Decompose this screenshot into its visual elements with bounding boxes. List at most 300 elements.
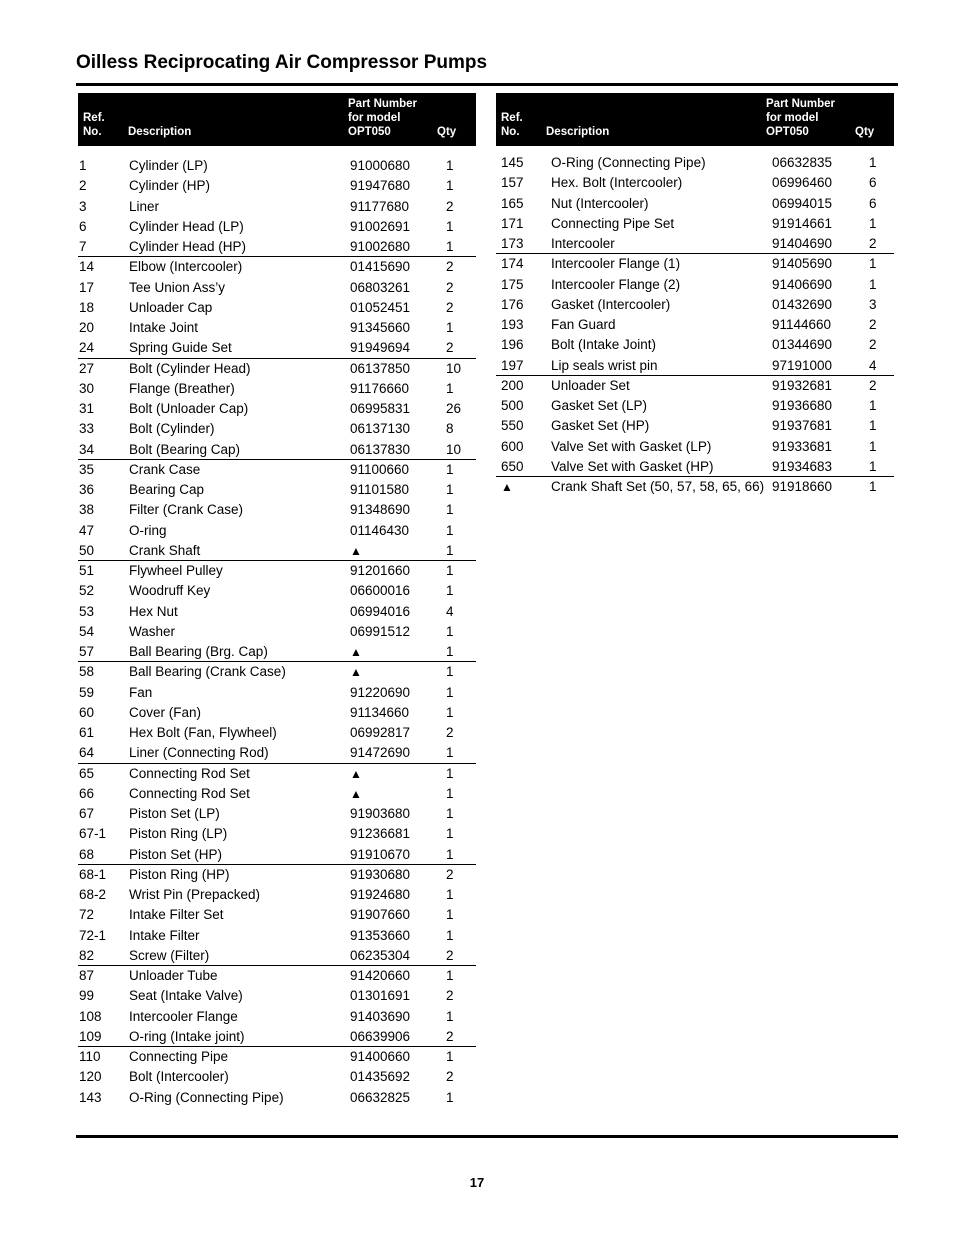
part-number-cell: 06992817 (350, 725, 411, 740)
ref-cell: 145 (501, 155, 524, 170)
qty-cell: 1 (446, 644, 454, 659)
table-row (78, 743, 476, 763)
part-number-cell: 91404690 (772, 236, 833, 251)
table-row (78, 642, 476, 662)
description-cell: Flange (Breather) (129, 380, 235, 396)
ref-cell: 173 (501, 236, 524, 251)
ref-cell: 68-2 (79, 887, 107, 902)
qty-cell: 8 (446, 421, 454, 437)
part-number-cell: 91353660 (350, 927, 411, 943)
description-cell: Bolt (Cylinder) (129, 421, 215, 437)
part-number-cell: 91134660 (350, 704, 410, 720)
table-row (78, 440, 476, 460)
qty-cell: 1 (869, 276, 877, 292)
qty-cell: 1 (869, 256, 877, 272)
ref-cell: 30 (79, 380, 95, 396)
part-number-cell: 91420660 (350, 968, 411, 983)
part-number-cell: 01052451 (350, 299, 411, 315)
description-cell: Crank Case (129, 461, 201, 477)
header-ref-no: Ref. No. (501, 112, 523, 138)
ref-cell: 38 (79, 502, 95, 518)
qty-cell: 1 (446, 806, 454, 821)
table-row (496, 416, 894, 436)
ref-cell: 35 (79, 461, 95, 477)
qty-cell: 2 (446, 725, 454, 740)
part-number-cell: 91472690 (350, 745, 411, 761)
part-number-cell: 06994015 (772, 195, 833, 211)
table-row (78, 824, 476, 844)
table-row (78, 1047, 476, 1067)
header-description: Description (128, 126, 192, 138)
description-cell: Valve Set with Gasket (LP) (551, 438, 712, 454)
bottom-divider (76, 1135, 898, 1138)
page-number: 17 (469, 1175, 485, 1190)
qty-cell: 1 (446, 461, 454, 477)
part-number-cell: ▲ (350, 543, 362, 558)
ref-cell: 176 (501, 296, 524, 312)
table-row (496, 173, 894, 193)
table-row (78, 986, 476, 1006)
qty-cell: 1 (446, 1049, 454, 1064)
part-number-cell: 06803261 (350, 279, 411, 295)
ref-cell: 143 (79, 1089, 102, 1105)
ref-cell: 34 (79, 441, 95, 457)
table-row (78, 1067, 476, 1087)
ref-cell: 52 (79, 583, 95, 599)
part-number-cell: 91405690 (772, 256, 833, 272)
qty-cell: 2 (446, 299, 454, 315)
part-number-cell: 91403690 (350, 1008, 411, 1024)
part-number-cell: 91914661 (772, 215, 833, 231)
description-cell: O-Ring (Connecting Pipe) (551, 155, 706, 170)
part-number-cell: 91002691 (350, 218, 411, 234)
description-cell: Intake Filter Set (129, 907, 224, 923)
part-number-cell: 97191000 (772, 357, 833, 373)
table-row (78, 399, 476, 419)
table-row (496, 335, 894, 355)
qty-cell: 2 (446, 1028, 454, 1044)
ref-cell: 550 (501, 418, 524, 434)
ref-cell: 193 (501, 317, 524, 332)
part-number-cell: 91947680 (350, 178, 411, 194)
ref-cell: 57 (79, 644, 95, 659)
qty-cell: 1 (446, 1008, 454, 1024)
part-number-cell: ▲ (350, 786, 362, 801)
part-number-cell: 91936680 (772, 398, 833, 413)
qty-cell: 1 (869, 458, 877, 474)
table-row (78, 723, 476, 743)
part-number-cell: 91918660 (772, 479, 833, 494)
ref-cell: 47 (79, 522, 95, 538)
part-number-cell: 91924680 (350, 887, 411, 902)
description-cell: Gasket Set (LP) (551, 398, 648, 413)
qty-cell: 1 (869, 155, 877, 170)
ref-cell: 99 (79, 988, 95, 1004)
table-row (496, 234, 894, 254)
description-cell: Cylinder (HP) (129, 178, 211, 194)
qty-cell: 1 (869, 438, 877, 454)
table-row (78, 237, 476, 257)
header-ref-no: Ref. No. (83, 112, 105, 138)
qty-cell: 3 (869, 296, 877, 312)
table-row (78, 217, 476, 237)
table-row (496, 254, 894, 274)
qty-cell: 1 (446, 826, 454, 842)
table-row (78, 1088, 476, 1108)
description-cell: Ball Bearing (Crank Case) (129, 664, 286, 680)
qty-cell: 10 (446, 441, 462, 457)
table-row (496, 396, 894, 416)
description-cell: Bolt (Bearing Cap) (129, 441, 241, 457)
qty-cell: 1 (446, 482, 454, 497)
ref-cell: 82 (79, 947, 95, 963)
qty-cell: 1 (446, 704, 454, 720)
description-cell: Intake Filter (129, 927, 200, 943)
ref-cell: 67-1 (79, 826, 107, 842)
page-title: Oilless Reciprocating Air Compressor Pumps (76, 52, 488, 73)
description-cell: Fan (129, 684, 153, 700)
qty-cell: 1 (446, 664, 454, 680)
part-number-cell: 91000680 (350, 158, 411, 173)
description-cell: Cylinder (LP) (129, 158, 208, 173)
qty-cell: 1 (446, 846, 454, 862)
qty-cell: 1 (446, 542, 454, 558)
table-row (78, 784, 476, 804)
table-row (78, 197, 476, 217)
table-row (496, 437, 894, 457)
table-row (78, 176, 476, 196)
description-cell: Piston Ring (HP) (129, 866, 230, 882)
qty-cell: 1 (446, 218, 454, 234)
description-cell: Spring Guide Set (129, 340, 232, 356)
table-row (78, 966, 476, 986)
table-row (78, 318, 476, 338)
table-row (78, 338, 476, 358)
table-row (496, 194, 894, 214)
qty-cell: 2 (446, 1069, 454, 1085)
ref-cell: 165 (501, 195, 524, 211)
table-row (78, 1027, 476, 1047)
table-row (78, 257, 476, 277)
header-part-number: Part Number for model OPT050 (348, 98, 418, 138)
table-row (78, 865, 476, 885)
qty-cell: 2 (869, 377, 877, 393)
ref-cell: 174 (501, 256, 524, 272)
ref-cell: 24 (79, 340, 95, 356)
part-number-cell: 06996460 (772, 175, 833, 191)
ref-cell: 64 (79, 745, 95, 761)
description-cell: Washer (129, 623, 176, 639)
part-number-cell: 01435692 (350, 1069, 411, 1085)
table-row (496, 356, 894, 376)
table-row (78, 662, 476, 682)
description-cell: Bolt (Intake Joint) (551, 337, 657, 353)
table-row (78, 379, 476, 399)
ref-cell: 87 (79, 968, 95, 983)
qty-cell: 1 (446, 380, 454, 396)
part-number-cell: 01344690 (772, 337, 833, 353)
part-number-cell: 06235304 (350, 947, 411, 963)
qty-cell: 1 (446, 785, 454, 801)
ref-cell: 60 (79, 704, 95, 720)
part-number-cell: 91406690 (772, 276, 833, 292)
table-row (496, 214, 894, 234)
qty-cell: 1 (869, 398, 877, 413)
ref-cell: 61 (79, 725, 95, 740)
description-cell: Intake Joint (129, 320, 199, 335)
table-row (78, 845, 476, 865)
description-cell: Cylinder Head (HP) (129, 239, 247, 254)
table-row (78, 541, 476, 561)
part-number-cell: 06137130 (350, 421, 411, 437)
description-cell: Connecting Rod Set (129, 765, 250, 781)
part-number-cell: 91903680 (350, 806, 411, 821)
header-qty: Qty (855, 126, 875, 138)
qty-cell: 6 (869, 195, 877, 211)
part-number-cell: 91949694 (350, 340, 411, 356)
qty-cell: 26 (446, 401, 462, 416)
ref-cell: 36 (79, 482, 95, 497)
qty-cell: 2 (446, 947, 454, 963)
description-cell: Liner (Connecting Rod) (129, 745, 269, 761)
qty-cell: 1 (446, 968, 454, 983)
part-number-cell: 91930680 (350, 866, 411, 882)
qty-cell: 1 (446, 623, 454, 639)
description-cell: Nut (Intercooler) (551, 195, 649, 211)
ref-cell: 6 (79, 218, 87, 234)
qty-cell: 1 (869, 479, 877, 494)
qty-cell: 1 (446, 1089, 454, 1105)
qty-cell: 1 (446, 320, 454, 335)
ref-cell: 2 (79, 178, 87, 194)
table-row (78, 946, 476, 966)
description-cell: Valve Set with Gasket (HP) (551, 458, 714, 474)
ref-cell: 59 (79, 684, 95, 700)
description-cell: Woodruff Key (129, 583, 211, 599)
part-number-cell: 91236681 (350, 826, 411, 842)
qty-cell: 2 (446, 340, 454, 356)
table-row (496, 457, 894, 477)
qty-cell: 1 (446, 178, 454, 194)
parts-table-right (496, 93, 894, 497)
qty-cell: 1 (446, 563, 454, 578)
description-cell: Tee Union Ass’y (129, 279, 226, 295)
ref-cell: 171 (501, 215, 524, 231)
table-row (78, 683, 476, 703)
header-qty: Qty (437, 126, 457, 138)
description-cell: Hex Nut (129, 603, 178, 619)
part-number-cell: 01415690 (350, 259, 411, 275)
description-cell: Intercooler Flange (2) (551, 276, 681, 292)
part-number-cell: 91348690 (350, 502, 411, 518)
qty-cell: 1 (446, 745, 454, 761)
part-number-cell: 91176660 (350, 380, 410, 396)
table-row (78, 359, 476, 379)
description-cell: O-Ring (Connecting Pipe) (129, 1089, 284, 1105)
top-divider (76, 83, 898, 86)
qty-cell: 1 (446, 502, 454, 518)
ref-cell: 66 (79, 785, 95, 801)
table-row (496, 275, 894, 295)
table-body (496, 153, 894, 497)
table-row (78, 156, 476, 176)
ref-cell: 68-1 (79, 866, 107, 882)
part-number-cell: 06994016 (350, 603, 411, 619)
table-header (496, 93, 894, 146)
ref-cell: 175 (501, 276, 524, 292)
table-row (78, 885, 476, 905)
description-cell: Connecting Pipe Set (551, 215, 675, 231)
qty-cell: 1 (446, 158, 454, 173)
table-row (78, 1007, 476, 1027)
ref-cell: 600 (501, 438, 524, 454)
ref-cell: 197 (501, 357, 524, 373)
table-row (78, 460, 476, 480)
description-cell: Gasket Set (HP) (551, 418, 650, 434)
table-row (78, 500, 476, 520)
table-row (496, 477, 894, 497)
table-header (78, 93, 476, 146)
part-number-cell: ▲ (350, 665, 362, 680)
description-cell: Gasket (Intercooler) (551, 296, 671, 312)
qty-cell: 2 (869, 317, 877, 332)
description-cell: Seat (Intake Valve) (129, 988, 243, 1004)
qty-cell: 1 (446, 927, 454, 943)
description-cell: Screw (Filter) (129, 947, 210, 963)
table-row (78, 764, 476, 784)
ref-cell: 108 (79, 1008, 102, 1024)
table-row (496, 315, 894, 335)
table-body (78, 156, 476, 1108)
qty-cell: 2 (446, 866, 454, 882)
description-cell: Fan Guard (551, 317, 616, 332)
qty-cell: 1 (446, 907, 454, 923)
part-number-cell: 91937681 (772, 418, 833, 434)
table-row (496, 376, 894, 396)
ref-cell: 50 (79, 542, 95, 558)
description-cell: Unloader Set (551, 377, 630, 393)
table-row (78, 703, 476, 723)
ref-cell: 7 (79, 239, 87, 254)
table-row (78, 602, 476, 622)
part-number-cell: 01432690 (772, 296, 833, 312)
ref-cell: 110 (79, 1049, 101, 1064)
part-number-cell: 06639906 (350, 1028, 411, 1044)
qty-cell: 4 (869, 357, 877, 373)
description-cell: Bolt (Unloader Cap) (129, 401, 249, 416)
part-number-cell: 91101580 (350, 482, 410, 497)
ref-cell: 33 (79, 421, 95, 437)
description-cell: Connecting Pipe (129, 1049, 229, 1064)
ref-cell: 196 (501, 337, 524, 353)
ref-cell: 72-1 (79, 927, 107, 943)
description-cell: Crank Shaft Set (50, 57, 58, 65, 66) (551, 479, 765, 494)
ref-cell: 51 (79, 563, 95, 578)
qty-cell: 1 (446, 522, 454, 538)
ref-cell: 18 (79, 299, 95, 315)
description-cell: Bolt (Cylinder Head) (129, 360, 251, 376)
table-row (78, 298, 476, 318)
part-number-cell: ▲ (350, 645, 362, 659)
part-number-cell: 01146430 (350, 522, 410, 538)
description-cell: Elbow (Intercooler) (129, 259, 243, 275)
part-number-cell: 01301691 (350, 988, 411, 1004)
description-cell: Unloader Tube (129, 968, 218, 983)
description-cell: Ball Bearing (Brg. Cap) (129, 644, 268, 659)
ref-cell: 109 (79, 1028, 102, 1044)
table-row (78, 581, 476, 601)
qty-cell: 1 (869, 215, 877, 231)
ref-cell: 200 (501, 377, 524, 393)
table-row (78, 480, 476, 500)
qty-cell: 1 (446, 583, 454, 599)
ref-cell: 14 (79, 259, 95, 275)
ref-cell: 53 (79, 603, 95, 619)
part-number-cell: 91907660 (350, 907, 411, 923)
qty-cell: 2 (869, 337, 877, 353)
table-row (78, 926, 476, 946)
ref-cell: 54 (79, 623, 95, 639)
ref-cell: 72 (79, 907, 95, 923)
qty-cell: 2 (446, 279, 454, 295)
header-description: Description (546, 126, 610, 138)
qty-cell: 1 (446, 684, 454, 700)
description-cell: Unloader Cap (129, 299, 213, 315)
part-number-cell: 91933681 (772, 438, 833, 454)
table-row (496, 295, 894, 315)
qty-cell: 1 (446, 887, 454, 902)
description-cell: O-ring (Intake joint) (129, 1028, 245, 1044)
description-cell: Lip seals wrist pin (551, 357, 658, 373)
part-number-cell: 06137830 (350, 441, 411, 457)
ref-cell: 20 (79, 320, 95, 335)
part-number-cell: 91910670 (350, 846, 411, 862)
part-number-cell: 91932681 (772, 377, 833, 393)
ref-cell: 500 (501, 398, 524, 413)
description-cell: O-ring (129, 522, 167, 538)
description-cell: Piston Ring (LP) (129, 826, 228, 842)
part-number-cell: 06632835 (772, 155, 833, 170)
description-cell: Bearing Cap (129, 482, 205, 497)
description-cell: Cylinder Head (LP) (129, 218, 244, 234)
description-cell: Piston Set (HP) (129, 846, 223, 862)
ref-cell: 68 (79, 846, 95, 862)
ref-cell: 650 (501, 458, 524, 474)
ref-cell: 157 (501, 175, 524, 191)
part-number-cell: 06991512 (350, 623, 411, 639)
qty-cell: 1 (446, 239, 454, 254)
qty-cell: 6 (869, 175, 877, 191)
part-number-cell: 91345660 (350, 320, 411, 335)
qty-cell: 1 (446, 765, 454, 781)
description-cell: Bolt (Intercooler) (129, 1069, 229, 1085)
part-number-cell: 91177680 (350, 198, 410, 214)
description-cell: Intercooler (551, 236, 615, 251)
parts-table-left (78, 93, 476, 1108)
table-row (78, 278, 476, 298)
description-cell: Crank Shaft (129, 542, 201, 558)
part-number-cell: 06600016 (350, 583, 411, 599)
qty-cell: 2 (869, 236, 877, 251)
table-row (78, 561, 476, 581)
description-cell: Filter (Crank Case) (129, 502, 244, 518)
qty-cell: 2 (446, 198, 454, 214)
description-cell: Cover (Fan) (129, 704, 202, 720)
ref-cell: 58 (79, 664, 95, 680)
table-row (78, 804, 476, 824)
table-row (78, 622, 476, 642)
description-cell: Hex Bolt (Fan, Flywheel) (129, 725, 277, 740)
